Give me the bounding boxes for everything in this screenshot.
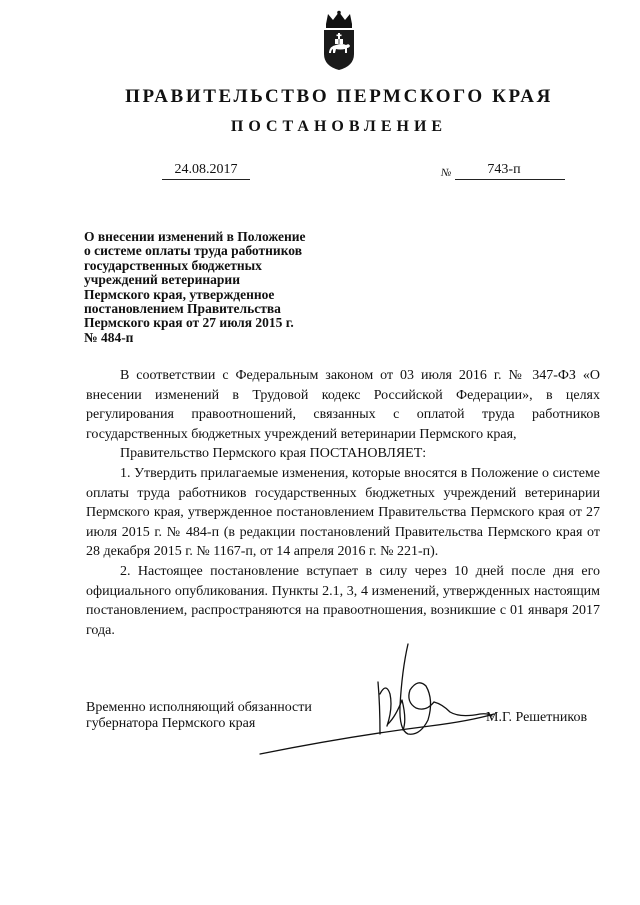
subject-line: Пермского края от 27 июля 2015 г. [84,315,294,331]
document-subject [84,230,346,345]
document-body [86,366,600,640]
subject-line: государственных бюджетных [84,257,262,273]
subject-line: учреждений ветеринарии [84,272,240,288]
coat-of-arms-icon [318,10,360,72]
document-number-label: № [441,167,452,179]
document-number [455,162,565,180]
body-paragraph-resolves: Правительство Пермского края ПОСТАНОВЛЯЕТ: [120,446,427,462]
body-paragraph-item-1: 1. Утвердить прилагаемые изменения, которые вносятся в Положение о системе оплаты труда работников государственных бюджетных учреждений ветеринарии Пермского края, утвержденное постановлением Правительства Пермского края от 27 июля 2015 г. № 484-п (в редакции постановлений Правительства Пермского края от 28 декабря 2015 г. № 1167-п, от 14 апреля 2016 г. № 221-п). [86,465,600,560]
subject-line: № 484-п [84,329,134,345]
body-paragraph-preamble: В соответствии с Федеральным законом от 03 июля 2016 г. № 347-ФЗ «О внесении изменений в Трудовой кодекс Российской Федерации», в целях регулирования правоотношений, связанных с оплатой труда работников государственных бюджетных учреждений ветеринарии Пермского края, [86,368,600,442]
document-number-value: 743-п [487,162,521,177]
document-date [162,162,250,180]
subject-line: О внесении изменений в Положение [84,229,306,244]
handwritten-signature [230,630,530,760]
number-underline [455,179,565,180]
organization-title: ПРАВИТЕЛЬСТВО ПЕРМСКОГО КРАЯ [125,86,553,107]
document-type: ПОСТАНОВЛЕНИЕ [230,118,448,135]
body-paragraph-item-2: 2. Настоящее постановление вступает в силу через 10 дней после дня его официального опубликования. Пункты 2.1, 3, 4 изменений, утвержденных настоящим постановлением, распространяются на правоотношения, возникшие с 01 января 2017 года. [86,563,600,638]
signer-position-line: Временно исполняющий обязанности [86,700,312,715]
subject-line: Пермского края, утвержденное [84,286,275,302]
subject-line: постановлением Правительства [84,301,281,317]
subject-line: о системе оплаты труда работников [84,243,302,259]
signer-name: М.Г. Решетников [486,710,588,725]
date-underline [162,179,250,180]
signer-position-line: губернатора Пермского края [86,716,256,731]
document-date-value: 24.08.2017 [174,162,238,177]
